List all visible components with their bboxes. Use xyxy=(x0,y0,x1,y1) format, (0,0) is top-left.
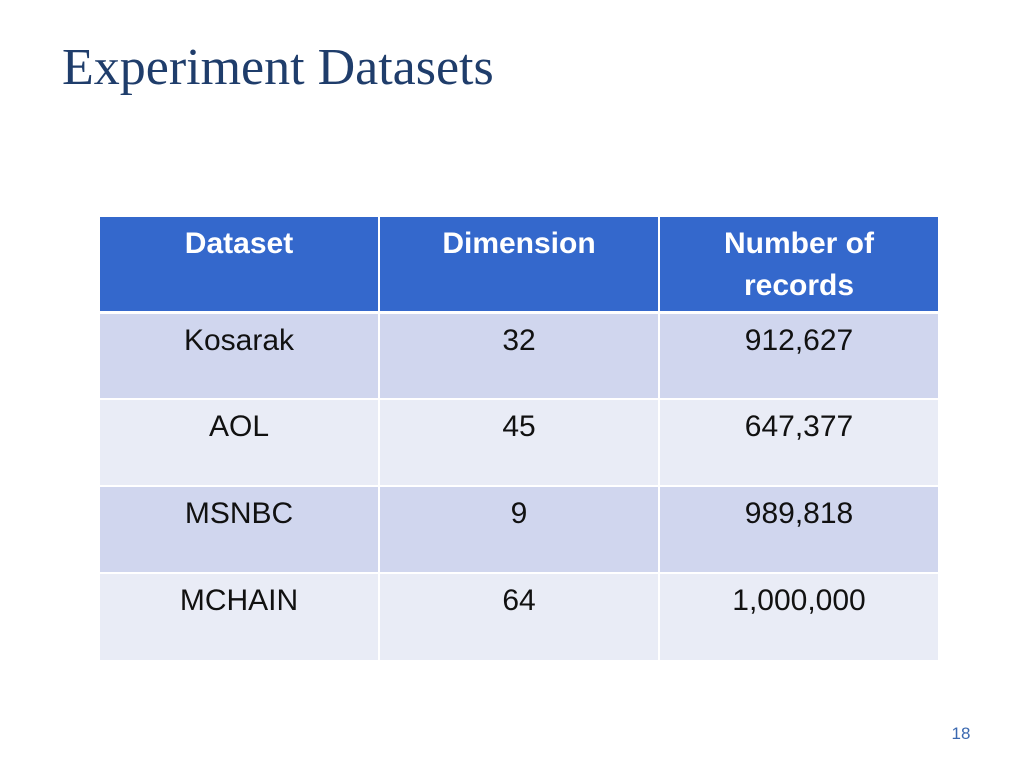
cell-dataset: Kosarak xyxy=(100,312,379,399)
table-header-row xyxy=(100,217,938,312)
cell-dimension: 32 xyxy=(379,312,659,399)
cell-number-of-records: 1,000,000 xyxy=(659,573,938,660)
table-row xyxy=(100,486,938,573)
cell-dimension: 45 xyxy=(379,399,659,486)
cell-dimension: 64 xyxy=(379,573,659,660)
page-number: 18 xyxy=(951,724,971,743)
cell-dataset: MCHAIN xyxy=(100,573,379,660)
cell-dimension: 9 xyxy=(379,486,659,573)
cell-number-of-records: 989,818 xyxy=(659,486,938,573)
slide-title: Experiment Datasets xyxy=(62,39,494,96)
cell-dataset: AOL xyxy=(100,399,379,486)
table-row xyxy=(100,573,938,660)
cell-number-of-records: 647,377 xyxy=(659,399,938,486)
cell-number-of-records: 912,627 xyxy=(659,312,938,399)
header-dataset: Dataset xyxy=(100,217,379,312)
table-row xyxy=(100,312,938,399)
cell-dataset: MSNBC xyxy=(100,486,379,573)
header-number-of-records: Number of records xyxy=(659,217,938,312)
table-row xyxy=(100,399,938,486)
datasets-table xyxy=(100,217,938,660)
header-dimension: Dimension xyxy=(379,217,659,312)
